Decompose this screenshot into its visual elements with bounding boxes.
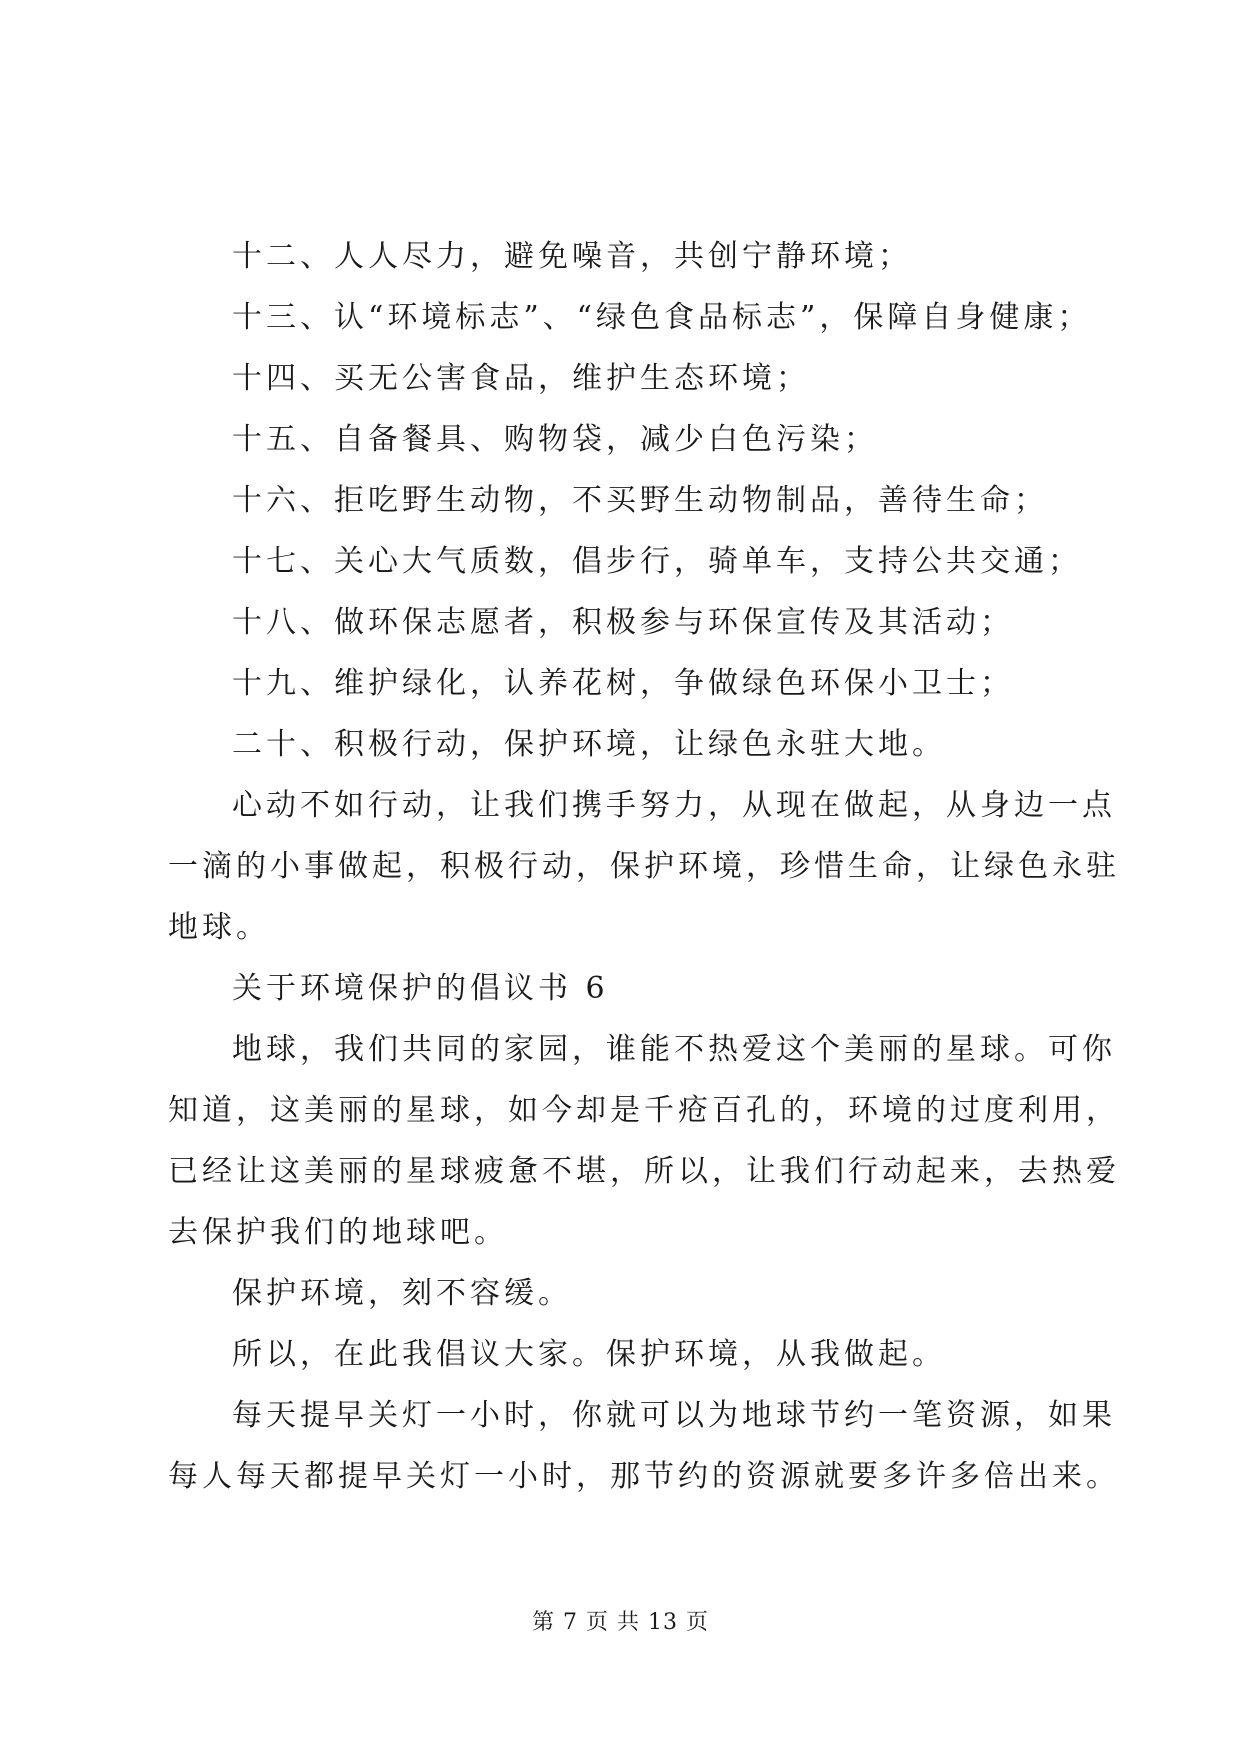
text-line: 十六、拒吃野生动物，不买野生动物制品，善待生命； <box>232 483 1048 518</box>
text-line: 十八、做环保志愿者，积极参与环保宣传及其活动； <box>232 605 1014 640</box>
paragraph-line: 保护环境，刻不容缓。 <box>232 1276 572 1311</box>
paragraph-line: 知道，这美丽的星球，如今却是千疮百孔的，环境的过度利用， <box>168 1093 1120 1128</box>
paragraph-line: 去保护我们的地球吧。 <box>168 1215 508 1250</box>
paragraph-line: 每天提早关灯一小时，你就可以为地球节约一笔资源，如果 <box>232 1398 1116 1433</box>
text-line: 十九、维护绿化，认养花树，争做绿色环保小卫士； <box>232 666 1014 701</box>
paragraph-line: 每人每天都提早关灯一小时，那节约的资源就要多许多倍出来。 <box>168 1459 1120 1494</box>
text-line: 十五、自备餐具、购物袋，减少白色污染； <box>232 422 878 457</box>
paragraph-line: 所以，在此我倡议大家。保护环境，从我做起。 <box>232 1337 946 1372</box>
paragraph-line: 已经让这美丽的星球疲惫不堪，所以，让我们行动起来，去热爱 <box>168 1154 1120 1189</box>
section-heading: 关于环境保护的倡议书 6 <box>232 971 609 1006</box>
text-line: 十三、认“环境标志”、“绿色食品标志”，保障自身健康； <box>232 300 1092 335</box>
text-line: 十七、关心大气质数，倡步行，骑单车，支持公共交通； <box>232 544 1082 579</box>
paragraph-line: 地球。 <box>168 910 270 945</box>
page-footer: 第 7 页 共 13 页 <box>532 1610 709 1635</box>
paragraph-line: 一滴的小事做起，积极行动，保护环境，珍惜生命，让绿色永驻 <box>168 849 1120 884</box>
text-line: 十二、人人尽力，避免噪音，共创宁静环境； <box>232 239 912 274</box>
text-line: 二十、积极行动，保护环境，让绿色永驻大地。 <box>232 727 946 762</box>
text-line: 十四、买无公害食品，维护生态环境； <box>232 361 810 396</box>
paragraph-line: 心动不如行动，让我们携手努力，从现在做起，从身边一点 <box>232 788 1116 823</box>
paragraph-line: 地球，我们共同的家园，谁能不热爱这个美丽的星球。可你 <box>232 1032 1116 1067</box>
